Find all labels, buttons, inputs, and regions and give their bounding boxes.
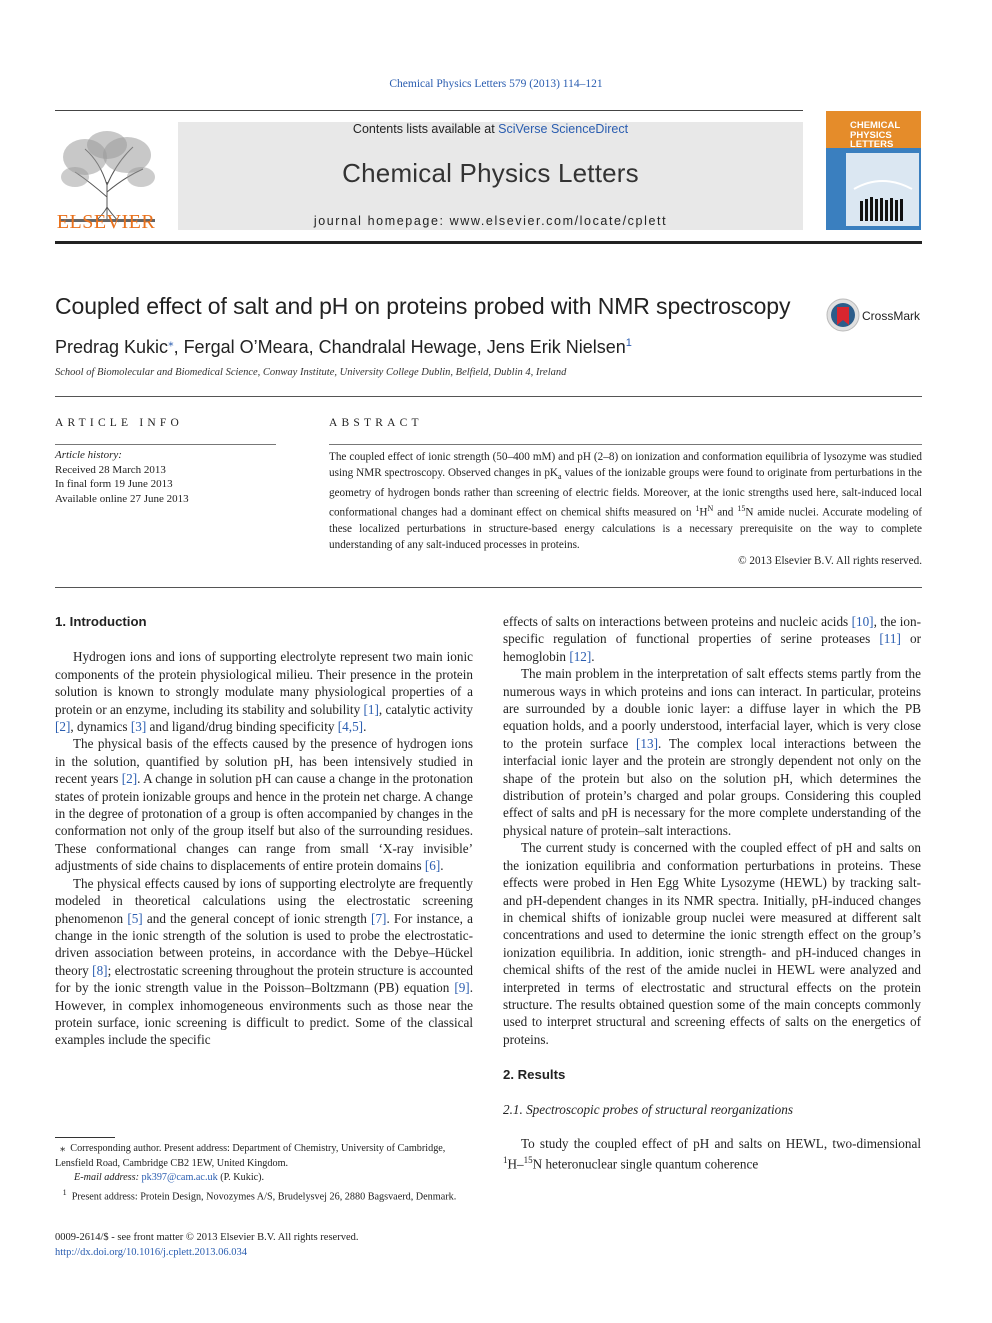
sciencedirect-link[interactable]: SciVerse ScienceDirect: [498, 122, 629, 136]
footnotes: [55, 1142, 473, 1204]
article-title: Coupled effect of salt and pH on proteins probed with NMR spectroscopy: [55, 293, 791, 319]
spacer: [503, 1084, 921, 1101]
text-run: Hydrogen ions and ions of supporting electrolyte represent two main ionic components of the protein physiological milieu. Their presence in the protein solution is known to strongly modulate many physiological properties of a protein or an enzyme, including its stability and solubility: [55, 649, 473, 717]
superscript: 1: [695, 504, 700, 514]
received-date: Received 28 March 2013: [55, 463, 166, 476]
footnote-rule: [55, 1137, 115, 1138]
footnote-email: [55, 1171, 473, 1186]
superscript: 15: [523, 1155, 533, 1166]
cover-title-line: PHYSICS: [850, 129, 892, 141]
footnote-text: Corresponding author. Present address: Department of Chemistry, University of Cambridge, Lensfield Road, Cambridge CB2 1EW, United Kingdom.: [55, 1143, 446, 1169]
text-run: . However, in complex inhomogeneous environments such as those near the protein surface, ionic screening is difficult to predict. Some of the classical examples include the specific: [55, 980, 473, 1048]
cover-spectrum-image: [846, 153, 919, 226]
text-run: , catalytic activity: [378, 701, 473, 717]
body-column-right: [503, 613, 921, 1173]
section-rule: [55, 587, 922, 588]
online-date: Available online 27 June 2013: [55, 492, 189, 505]
citation-link[interactable]: [5]: [127, 910, 143, 926]
author-name[interactable]: Predrag Kukic: [55, 337, 169, 357]
citation-link[interactable]: [9]: [454, 980, 470, 996]
citation-link[interactable]: [2]: [55, 719, 71, 735]
abstract-text-part: H: [699, 506, 708, 519]
section-rule: [55, 396, 922, 397]
abstract-text-part: N amide nuclei. Accurate modeling of these localized perturbations in structure-based energy calculations is a necessary prerequisite on the way to complete understanding of any salt-induced processes in proteins.: [329, 506, 922, 551]
cover-title-line: CHEMICAL: [850, 120, 901, 131]
text-run: . The complex local interactions between the interfacial ionic layer and the protein are strongly dependent not only on the shape of the protein but also on the solution pH, which determines the distribution of protein’s charged and polar groups. Considering this coupled effect of salts and pH is necessary for the more complete understanding of the physical nature of protein–salt interactions.: [503, 735, 921, 838]
paragraph: The current study is concerned with the coupled effect of pH and salts on the ionization equilibria and conformation perturbations in proteins. These effects were probed in Hen Egg White Lysozyme (HEWL) by tracking salt- and pH-dependent changes in its NMR spectra. Initially, pH-induced changes in chemical shifts of ionizable group nuclei were measured at different salt concentrations and used to determine the ionic strength effect on the group’s ionization equilibria. In addition, ionic strength- and pH-induced changes in chemical shifts of the rest of the amide nuclei in HEWL were analyzed and interpreted in terms of electrostatic and structural effects on the protein structure. The results obtained question some of the main concepts commonly used to interpret structural and screening effects of salts on the energetics of proteins.: [503, 840, 921, 1047]
crossmark-label[interactable]: CrossMark: [862, 309, 921, 323]
crossmark-icon[interactable]: [826, 298, 860, 332]
cover-title-line: LETTERS: [850, 139, 894, 150]
article-info-rule: [55, 444, 276, 445]
contents-prefix: Contents lists available at: [352, 122, 499, 136]
text-run: , the ion-specific regulation of functional properties of serine proteases: [503, 614, 921, 647]
footnote-present-address: [55, 1186, 473, 1205]
journal-citation-link[interactable]: Chemical Physics Letters 579 (2013) 114–121: [389, 78, 603, 90]
text-run: . A change in solution pH can cause a change in the protonation states of protein ionizable groups and hence in the protein net charge. A change in the degree of protonation of a group is often accompanied by changes in the conformation not only of the group itself but also of the surrounding residues. These conformational changes can range from small ‘X-ray invisible’ adjustments of side chains to displacements of entire protein domains: [55, 771, 473, 874]
journal-cover-thumbnail[interactable]: [826, 111, 921, 230]
contents-line: [178, 122, 803, 136]
text-run: .: [591, 648, 595, 664]
citation-link[interactable]: [12]: [569, 648, 592, 664]
paragraph: [503, 613, 921, 665]
header-thick-rule: [55, 241, 922, 244]
header-rule: [55, 110, 803, 111]
spacer: [55, 630, 473, 648]
paragraph: [55, 648, 473, 735]
footnote-text: Present address: Protein Design, Novozymes A/S, Brudelysvej 26, 2880 Bagsvaerd, Denmark.: [71, 1190, 457, 1202]
superscript: 15: [737, 504, 746, 514]
citation-link[interactable]: [2]: [121, 771, 138, 787]
citation-link[interactable]: [10]: [851, 614, 874, 629]
abstract-text: [329, 449, 922, 553]
text-run: or hemoglobin: [503, 631, 921, 664]
citation-link[interactable]: [1]: [363, 701, 379, 717]
cover-title: [850, 121, 900, 150]
paragraph: [503, 665, 921, 839]
abstract-text-part: values of the ionizable groups were found to originate from perturbations in the geometry of hydrogen bonds rather than screening of electric fields. Moreover, at the ionic strengths used here, salt-induced local conformational changes had a dominant effect on chemical shifts measured on: [329, 467, 922, 519]
corresponding-author-mark[interactable]: ⁎: [168, 337, 174, 349]
doi-link[interactable]: http://dx.doi.org/10.1016/j.cplett.2013.06.034: [55, 1246, 248, 1258]
affiliation: School of Biomolecular and Biomedical Science, Conway Institute, University College Dublin, Belfield, Dublin 4, Ireland: [55, 367, 567, 378]
author-names[interactable]: , Fergal O’Meara, Chandralal Hewage, Jens Erik Nielsen: [173, 337, 626, 357]
article-history: [55, 448, 189, 506]
citation-link[interactable]: [3]: [130, 719, 147, 735]
journal-title: Chemical Physics Letters: [342, 158, 639, 188]
footnote-text: (P. Kukic).: [217, 1172, 265, 1183]
footnote-corresponding: [55, 1142, 473, 1171]
text-run: The physical basis of the effects caused by the presence of hydrogen ions in the solution, quantified by solution pH, has been intensively studied in recent years: [55, 736, 473, 787]
paragraph: [503, 1135, 921, 1173]
superscript: 1: [503, 1155, 508, 1166]
footnote-mark: ⁎: [60, 1143, 66, 1154]
text-run: ; electrostatic screening throughout the protein structure is accounted for by the ionic strength value in the Poisson–Boltzmann (PB) equation: [55, 962, 473, 996]
citation-link[interactable]: [7]: [371, 910, 387, 926]
abstract-copyright: © 2013 Elsevier B.V. All rights reserved.: [738, 554, 922, 567]
section-heading: 2. Results: [503, 1067, 566, 1083]
spacer: [503, 1048, 921, 1066]
email-link[interactable]: pk397@cam.ac.uk: [141, 1172, 218, 1183]
journal-banner: [178, 122, 803, 230]
text-run: N heteronuclear single quantum coherence: [532, 1156, 759, 1172]
abstract-rule: [329, 444, 922, 445]
text-run: H–: [507, 1156, 524, 1172]
abstract-text-part: The coupled effect of ionic strength (50–400 mM) and pH (2–8) on ionization and conformation equilibria of lysozyme was studied using NMR spectroscopy. Observed changes in pK: [329, 451, 922, 479]
citation-link[interactable]: [11]: [879, 631, 901, 647]
paragraph: [55, 875, 473, 1049]
issn-line: 0009-2614/$ - see front matter © 2013 Elsevier B.V. All rights reserved.: [55, 1232, 359, 1243]
history-label: Article history:: [55, 449, 122, 461]
spacer: [503, 1118, 921, 1135]
text-run: The physical effects caused by ions of supporting electrolyte are frequently modeled in theoretical calculations using the electrostatic screening phenomenon: [55, 875, 473, 926]
text-run: , dynamics: [70, 719, 131, 735]
text-run: .: [363, 719, 367, 735]
body-column-left: [55, 613, 473, 1049]
text-run: The main problem in the interpretation of salt effects stems partly from the numerous ways in which proteins and ions can interact. In particular, proteins are surrounded by a double ionic layer: a diffuse layer in which the PB equation holds, and a poorly understood, interfacial layer, which is very close to the protein surface: [503, 666, 921, 751]
subsection-heading: 2.1. Spectroscopic probes of structural reorganizations: [503, 1101, 793, 1117]
text-run: .: [440, 858, 444, 874]
citation-link[interactable]: [8]: [92, 962, 108, 978]
text-run: . For instance, a change in the ionic strength of the solution is used to probe the electrostatic-driven association between proteins, in accordance with the Debye–Hückel theory: [55, 910, 473, 978]
revised-date: In final form 19 June 2013: [55, 478, 173, 490]
issn-block: [55, 1231, 358, 1260]
elsevier-wordmark: ELSEVIER: [56, 211, 156, 233]
citation-link[interactable]: [4,5]: [337, 719, 364, 735]
section-heading: 1. Introduction: [55, 614, 147, 629]
paragraph: [55, 735, 473, 874]
subscript: a: [558, 472, 562, 482]
footnote-mark: 1: [62, 1187, 67, 1197]
abstract-text-part: and: [713, 506, 738, 519]
abstract-body: [329, 449, 922, 569]
email-label: E-mail address:: [74, 1172, 139, 1183]
journal-homepage[interactable]: journal homepage: www.elsevier.com/locate/cplett: [313, 214, 668, 228]
abstract-heading: ABSTRACT: [329, 417, 423, 429]
text-run: To study the coupled effect of pH and salts on HEWL, two-dimensional: [521, 1135, 921, 1151]
citation-link[interactable]: [6]: [424, 858, 441, 874]
footnote-mark[interactable]: 1: [625, 337, 632, 349]
text-run: effects of salts on interactions between proteins and nucleic acids: [503, 614, 852, 629]
superscript: N: [707, 504, 714, 514]
cover-image-panel: [846, 153, 919, 226]
text-run: and the general concept of ionic strength: [142, 910, 372, 926]
author-list: [55, 336, 632, 358]
article-info-heading: ARTICLE INFO: [55, 417, 183, 429]
citation-link[interactable]: [13]: [636, 735, 658, 751]
text-run: and ligand/drug binding specificity: [146, 719, 338, 735]
